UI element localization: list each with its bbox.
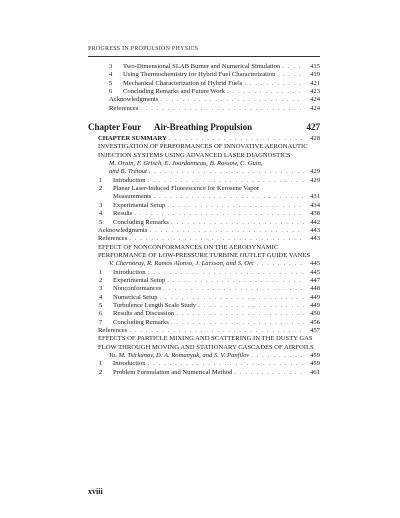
toc-entry-number: 4 bbox=[99, 293, 103, 301]
toc-entry-title: Introduction bbox=[113, 360, 146, 368]
paper-authors: M. Orain, F. Grisch, E. Jourdanneau, B. Rossow, C. Guin, bbox=[109, 160, 263, 168]
dot-leader bbox=[244, 80, 304, 88]
chapter-title: Air-Breathing Propulsion bbox=[154, 122, 253, 133]
toc-entry-page: 449 bbox=[310, 293, 320, 301]
toc-section bbox=[88, 360, 320, 377]
toc-entry[interactable] bbox=[88, 88, 320, 96]
toc-entry-title: Concluding Remarks bbox=[113, 218, 169, 226]
toc-entry-page: 448 bbox=[310, 285, 320, 293]
header-rule bbox=[88, 56, 320, 57]
toc-entry-page: 421 bbox=[310, 79, 320, 87]
toc-entry[interactable] bbox=[88, 269, 320, 277]
toc-entry-page: 459 bbox=[310, 360, 320, 368]
toc-entry-number: 3 bbox=[109, 63, 113, 70]
toc-entry-number: 7 bbox=[99, 318, 103, 326]
dot-leader bbox=[148, 269, 304, 277]
toc-entry-number: 4 bbox=[99, 210, 103, 218]
toc-entry[interactable] bbox=[88, 360, 320, 368]
toc-entry[interactable] bbox=[88, 63, 320, 71]
toc-entry-page: 415 bbox=[310, 63, 320, 70]
paper-authors: Yu. M. Tsirkunov, D. A. Romanyuk, and S. V. Panfilov . . . 459 bbox=[88, 352, 320, 360]
dot-leader bbox=[167, 277, 304, 285]
toc-entry-title: Introduction bbox=[113, 268, 146, 276]
toc-entry-page: 431 bbox=[310, 193, 320, 201]
toc-entry-number: 2 bbox=[99, 276, 103, 284]
toc-entry-title: Mechanical Characterization of Hybrid Fuels bbox=[123, 79, 243, 87]
toc-entry-number: 1 bbox=[99, 360, 103, 368]
toc-entry-page: 461 bbox=[310, 368, 320, 376]
dot-leader bbox=[198, 302, 304, 310]
toc-entry-page: 449 bbox=[310, 301, 320, 309]
toc-entry-number: 1 bbox=[99, 176, 103, 184]
chapter-page: 427 bbox=[306, 122, 320, 133]
toc-entry[interactable]: Acknowledgments . . . 424 bbox=[88, 96, 320, 104]
dot-leader bbox=[134, 210, 304, 218]
toc-entry-number: 5 bbox=[109, 79, 113, 87]
toc-entry-title: Results bbox=[113, 210, 133, 218]
toc-entry[interactable]: References . . . 457 bbox=[88, 327, 320, 335]
paper-title[interactable]: INVESTIGATION OF PERFORMANCES OF INNOVATIVE AERONAUTIC INJECTION SYSTEMS USING ADVANCED LASER DIAGNOSTICS bbox=[98, 143, 308, 159]
toc-entry-page: 447 bbox=[310, 276, 320, 284]
toc-entry-page: 423 bbox=[310, 88, 320, 96]
paper-authors: and B. Trétout . . . 429 bbox=[88, 168, 320, 176]
toc-entry-page: 445 bbox=[310, 268, 320, 276]
dot-leader bbox=[148, 177, 304, 185]
toc-section-previous bbox=[88, 63, 320, 96]
toc-entry[interactable] bbox=[88, 202, 320, 210]
toc-entry-page: 434 bbox=[310, 201, 320, 209]
dot-leader bbox=[234, 369, 304, 377]
dot-leader bbox=[277, 71, 304, 79]
toc-entry-title: Concluding Remarks bbox=[113, 318, 169, 326]
toc-entry-page: 438 bbox=[310, 210, 320, 218]
toc-entry[interactable] bbox=[88, 185, 320, 193]
toc-entry-page: 456 bbox=[310, 318, 320, 326]
toc-entry[interactable] bbox=[88, 310, 320, 318]
dot-leader bbox=[148, 360, 304, 368]
toc-entry[interactable] bbox=[88, 285, 320, 293]
toc-section bbox=[88, 177, 320, 227]
toc-entry[interactable] bbox=[88, 277, 320, 285]
dot-leader bbox=[171, 319, 304, 327]
paper-authors: V. Chernoray, R. Ramos Alonso, J. Larsson, and S. Orc . . . 445 bbox=[88, 260, 320, 268]
toc-entry-page: 419 bbox=[310, 71, 320, 79]
paper-title[interactable]: EFFECT OF NONCONFORMANCES ON THE AERODYNAMIC PERFORMANCE OF LOW-PRESSURE TURBINE OUTLET GUIDE VANES bbox=[98, 243, 310, 259]
toc-entry[interactable] bbox=[88, 71, 320, 79]
dot-leader bbox=[171, 219, 304, 227]
toc-entry-title: Nonconformances bbox=[113, 285, 162, 293]
toc-entry[interactable] bbox=[88, 193, 320, 201]
toc-entry-title: Experimental Setup bbox=[113, 276, 166, 284]
dot-leader bbox=[153, 193, 304, 201]
toc-entry-number: 2 bbox=[99, 185, 103, 193]
toc-entry-title: Concluding Remarks and Future Work bbox=[123, 88, 225, 96]
toc-entry[interactable] bbox=[88, 210, 320, 218]
toc-entry-title: Results and Discussion bbox=[113, 310, 175, 318]
toc-entry-summary[interactable]: CHAPTER SUMMARY . . . 428 bbox=[88, 135, 320, 143]
toc-entry[interactable] bbox=[88, 302, 320, 310]
dot-leader bbox=[282, 63, 304, 71]
toc-entry-page: 429 bbox=[310, 176, 320, 184]
toc-entry[interactable] bbox=[88, 294, 320, 302]
dot-leader bbox=[227, 88, 304, 96]
toc-entry-number: 3 bbox=[99, 201, 103, 209]
toc-entry-number: 5 bbox=[99, 301, 103, 309]
toc-section bbox=[88, 269, 320, 327]
dot-leader bbox=[167, 202, 304, 210]
toc-entry-number: 4 bbox=[109, 71, 113, 79]
toc-entry-number: 2 bbox=[99, 368, 103, 376]
toc-entry-title: Using Thermochemistry for Hybrid Fuel Characterization bbox=[123, 71, 276, 79]
toc-entry[interactable]: Acknowledgments . . . 443 bbox=[88, 227, 320, 235]
toc-entry[interactable]: References . . . 443 bbox=[88, 235, 320, 243]
toc-entry-title: Introduction bbox=[113, 176, 146, 184]
toc-entry[interactable] bbox=[88, 177, 320, 185]
toc-entry[interactable]: References . . . 424 bbox=[88, 105, 320, 113]
toc-entry-number: 1 bbox=[99, 268, 103, 276]
dot-leader bbox=[163, 285, 304, 293]
toc-entry-title: Experimental Setup bbox=[113, 201, 166, 209]
running-header: PROGRESS IN PROPULSION PHYSICS bbox=[88, 46, 199, 52]
table-of-contents bbox=[88, 63, 320, 377]
dot-leader bbox=[160, 294, 305, 302]
toc-entry[interactable] bbox=[88, 319, 320, 327]
dot-leader bbox=[176, 310, 304, 318]
toc-entry-page: 450 bbox=[310, 310, 320, 318]
toc-entry-number: 3 bbox=[99, 285, 103, 293]
toc-entry-number: 6 bbox=[109, 88, 113, 96]
toc-entry-title: Turbulence Length Scale Study bbox=[113, 301, 197, 309]
toc-entry-number: 5 bbox=[99, 218, 103, 226]
toc-entry-title: Numerical Setup bbox=[113, 293, 158, 301]
toc-entry[interactable] bbox=[88, 219, 320, 227]
toc-entry-title: Measurements bbox=[113, 193, 152, 201]
toc-entry-number: 6 bbox=[99, 310, 103, 318]
paper-title[interactable]: EFFECTS OF PARTICLE MIXING AND SCATTERING IN THE DUSTY GAS FLOW THROUGH MOVING AND STATIONARY CASCADES OF AIRFOILS bbox=[98, 335, 314, 351]
toc-entry[interactable] bbox=[88, 369, 320, 377]
toc-entry-page: 442 bbox=[310, 218, 320, 226]
toc-entry-title: Two-Dimensional SLAB Burner and Numerical Simulation bbox=[123, 63, 281, 70]
chapter-label: Chapter Four bbox=[88, 122, 142, 133]
page-number: xviii bbox=[88, 487, 103, 496]
toc-entry-title: Problem Formulation and Numerical Method bbox=[113, 368, 233, 376]
chapter-heading[interactable] bbox=[88, 122, 320, 133]
toc-entry[interactable] bbox=[88, 80, 320, 88]
toc-entry-title: Planar Laser-Induced Fluorescence for Kerosene Vapor bbox=[113, 185, 260, 193]
